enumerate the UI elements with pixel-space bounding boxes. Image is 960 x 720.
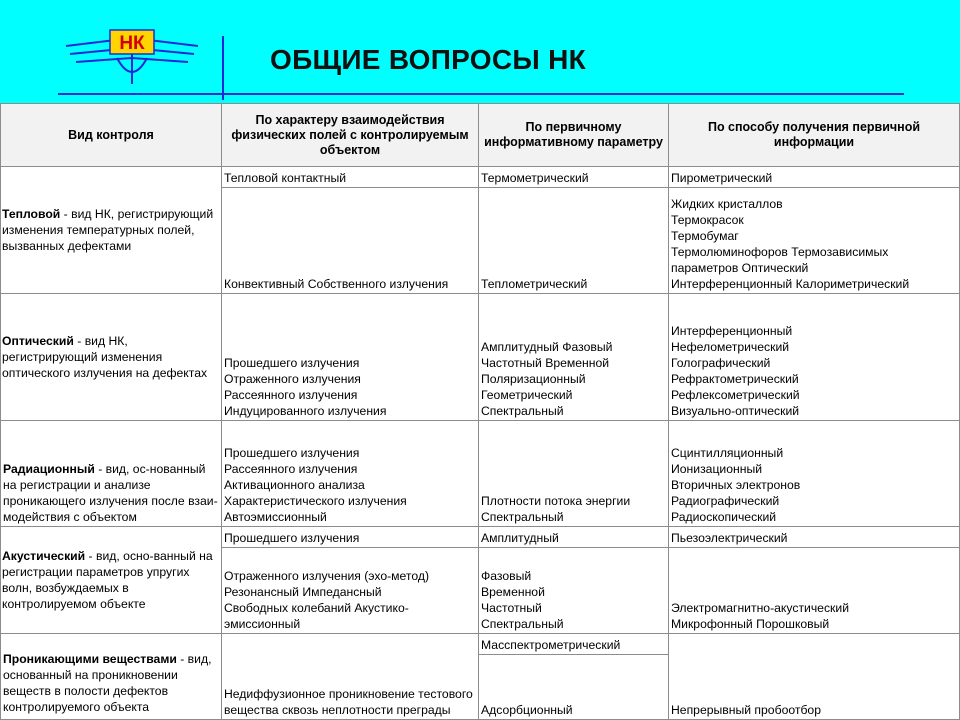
penetrant-method: Непрерывный пробоотбор (669, 634, 960, 720)
header-primary-parameter: По первичному информативному параметру (479, 103, 669, 167)
banner-vertical-rule (222, 36, 224, 100)
logo-text: НК (119, 33, 145, 54)
radiation-parameter: Плотности потока энергии Спектральный (479, 421, 669, 527)
thermal-desc: - вид НК, регистрирующий изменения температурных полей, вызванных дефектами (2, 207, 214, 253)
row-thermal-type (0, 167, 222, 294)
acoustic-method-b: Электромагнитно-акустический Микрофонный Порошковый (669, 548, 960, 634)
classification-table (0, 103, 960, 720)
optical-interaction: Прошедшего излучения Отраженного излучения Рассеянного излучения Индуцированного излучения (222, 294, 479, 421)
acoustic-parameter-b: Фазовый Временной Частотный Спектральный (479, 548, 669, 634)
row-optical-type (0, 294, 222, 421)
acoustic-name: Акустический (2, 549, 86, 563)
optical-desc: - вид НК, регистрирующий изменения оптического излучения на дефектах (2, 334, 208, 380)
radiation-desc: - вид, ос-нованный на регистрации и анализе проникающего излучения после взаи-модействия с объектом (3, 462, 218, 524)
thermal-name: Тепловой (2, 207, 61, 221)
optical-method: Интерференционный Нефелометрический Голографический Рефрактометрический Рефлексометрический Визуально-оптический (669, 294, 960, 421)
row-penetrant-type (0, 634, 222, 720)
row-acoustic-type (0, 527, 222, 634)
thermal-parameter-a: Термометрический (479, 167, 669, 188)
header-control-type: Вид контроля (0, 103, 222, 167)
penetrant-interaction: Недиффузионное проникновение тестового вещества сквозь неплотности преграды (222, 634, 479, 720)
penetrant-parameter-b: Адсорбционный (479, 655, 669, 720)
thermal-interaction-b: Конвективный Собственного излучения (222, 188, 479, 294)
penetrant-name: Проникающими веществами (3, 652, 177, 666)
optical-parameter: Амплитудный Фазовый Частотный Временной Поляризационный Геометрический Спектральный (479, 294, 669, 421)
row-radiation-type (0, 421, 222, 527)
page-title: ОБЩИЕ ВОПРОСЫ НК (270, 44, 587, 75)
acoustic-method-a: Пьезоэлектрический (669, 527, 960, 548)
penetrant-desc: - вид, основанный на проникновении веществ в полости дефектов контролируемого объекта (3, 652, 212, 714)
radiation-interaction: Прошедшего излучения Рассеянного излучения Активационного анализа Характеристического излучения Автоэмиссионный (222, 421, 479, 527)
acoustic-parameter-a: Амплитудный (479, 527, 669, 548)
thermal-method-a: Пирометрический (669, 167, 960, 188)
thermal-interaction-a: Тепловой контактный (222, 167, 479, 188)
radiation-method: Сцинтилляционный Ионизационный Вторичных электронов Радиографический Радиоскопический (669, 421, 960, 527)
header-info-method: По способу получения первичной информации (669, 103, 960, 167)
acoustic-interaction-b: Отраженного излучения (эхо-метод) Резонансный Импедансный Свободных колебаний Акустико-эмиссионный (222, 548, 479, 634)
header-interaction: По характеру взаимодействия физических полей с контролируемым объектом (222, 103, 479, 167)
optical-name: Оптический (2, 334, 74, 348)
thermal-method-b: Жидких кристаллов Термокрасок Термобумаг Термолюминофоров Термозависимых параметров Оптический Интерференционный Калориметрический (669, 188, 960, 294)
thermal-parameter-b: Теплометрический (479, 188, 669, 294)
penetrant-parameter-a: Масспектрометрический (479, 634, 669, 655)
radiation-name: Радиационный (3, 462, 95, 476)
nk-winged-logo (62, 24, 202, 94)
acoustic-desc: - вид, осно-ванный на регистрации параметров упругих волн, возбуждаемых в контролируемом объекте (2, 549, 213, 611)
acoustic-interaction-a: Прошедшего излучения (222, 527, 479, 548)
